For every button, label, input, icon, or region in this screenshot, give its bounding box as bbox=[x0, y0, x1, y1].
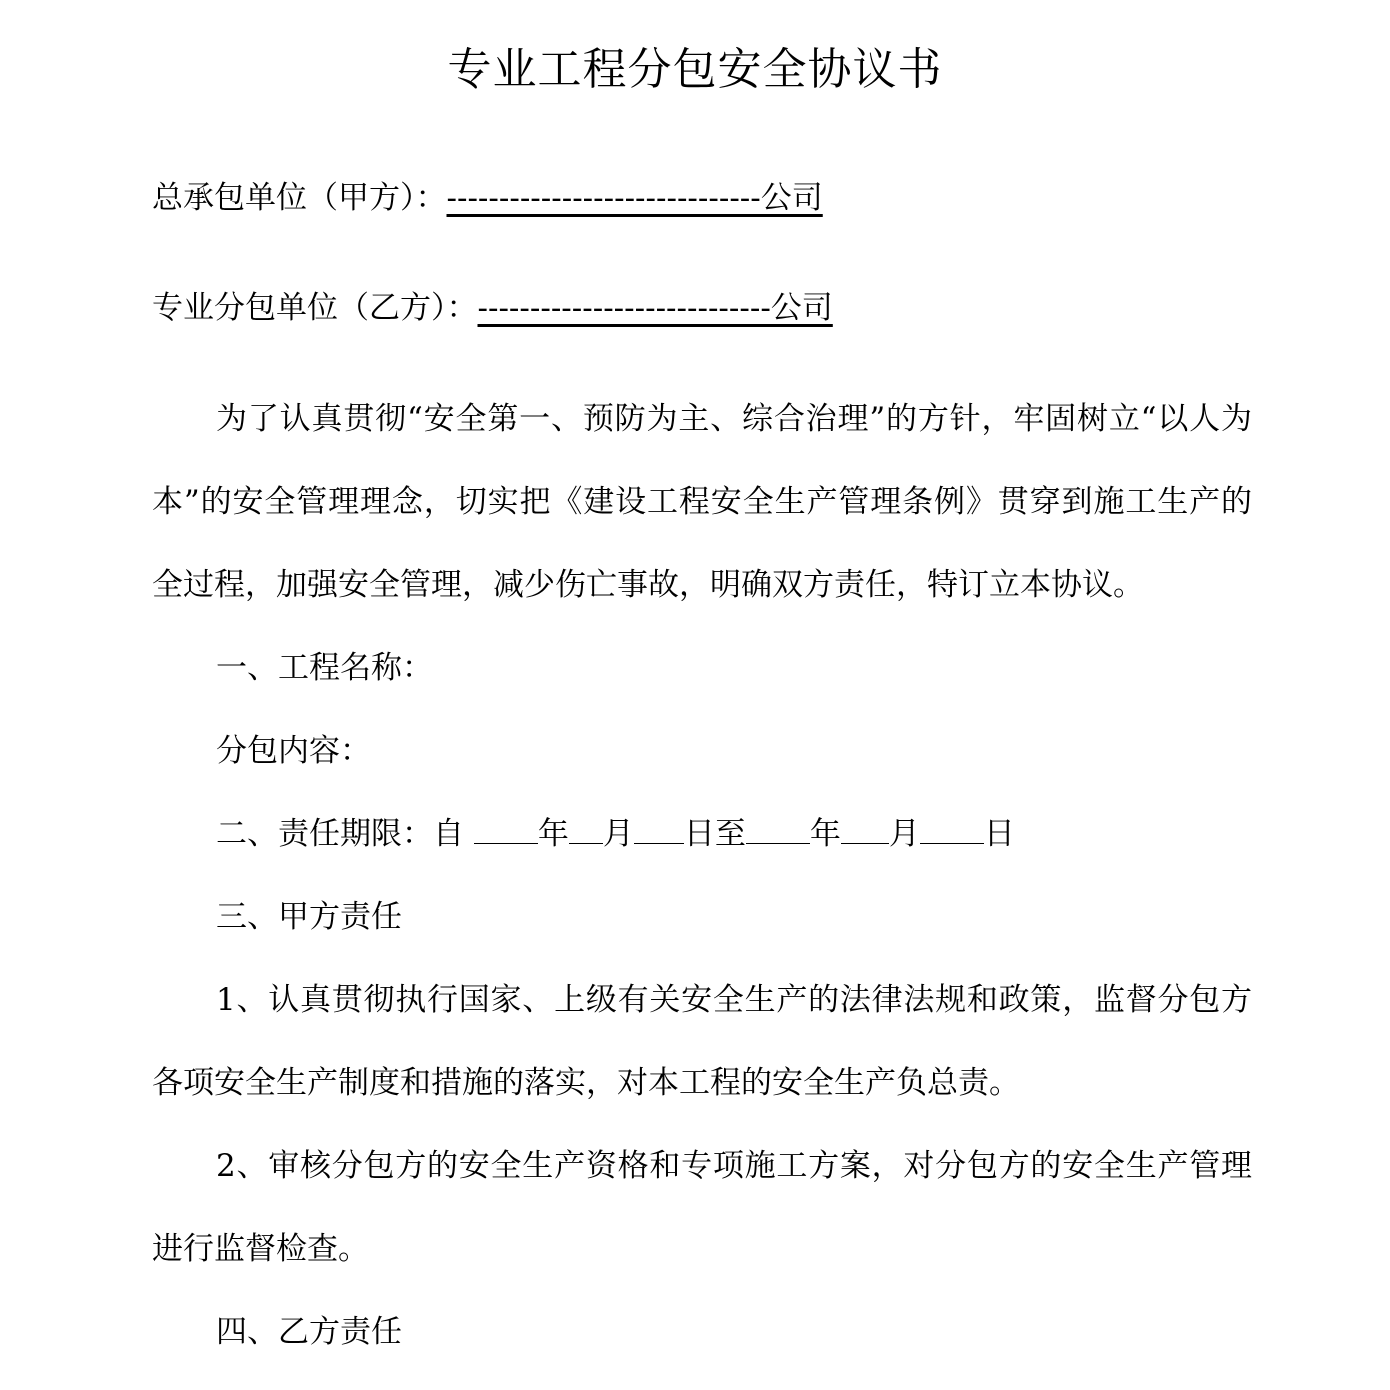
party-b-fill: ----------------------------公司 bbox=[477, 290, 833, 326]
document-title: 专业工程分包安全协议书 bbox=[447, 44, 943, 95]
start-day-blank bbox=[634, 813, 684, 844]
section-3-item-1: 1、认真贯彻执行国家、上级有关安全生产的法律法规和政策，监督分包方各项安全生产制度和措施的落实，对本工程的安全生产负总责。 bbox=[152, 982, 1252, 1101]
party-a-label: 总承包单位（甲方）： bbox=[152, 180, 447, 216]
document-body bbox=[152, 378, 1252, 1374]
end-year-label: 年 bbox=[809, 816, 841, 852]
term-prefix: 二、责任期限：自 bbox=[216, 816, 464, 852]
end-month-blank bbox=[841, 813, 889, 844]
section-1-heading: 一、工程名称： bbox=[216, 650, 433, 686]
section-3-item-2: 2、审核分包方的安全生产资格和专项施工方案，对分包方的安全生产管理进行监督检查。 bbox=[152, 1148, 1252, 1267]
end-day-label: 日 bbox=[983, 816, 1015, 852]
start-day-to-label: 日至 bbox=[683, 816, 746, 852]
end-month-label: 月 bbox=[888, 816, 920, 852]
end-year-blank bbox=[746, 813, 810, 844]
start-month-label: 月 bbox=[602, 816, 634, 852]
section-2-term bbox=[152, 793, 1252, 876]
start-year-blank bbox=[474, 813, 538, 844]
party-a-fill: ------------------------------公司 bbox=[446, 180, 823, 216]
end-day-blank bbox=[920, 813, 984, 844]
subcontract-content-label: 分包内容： bbox=[216, 733, 371, 769]
section-4-heading: 四、乙方责任 bbox=[216, 1314, 402, 1350]
party-b-label: 专业分包单位（乙方）： bbox=[152, 290, 478, 326]
section-3-heading: 三、甲方责任 bbox=[216, 899, 402, 935]
party-b-line bbox=[152, 288, 833, 328]
start-month-blank bbox=[569, 813, 603, 844]
intro-paragraph: 为了认真贯彻“安全第一、预防为主、综合治理”的方针，牢固树立“以人为本”的安全管理理念，切实把《建设工程安全生产管理条例》贯穿到施工生产的全过程，加强安全管理，减少伤亡事故，明确双方责任，特订立本协议。 bbox=[152, 401, 1252, 603]
start-year-label: 年 bbox=[537, 816, 569, 852]
party-a-line bbox=[152, 178, 823, 218]
